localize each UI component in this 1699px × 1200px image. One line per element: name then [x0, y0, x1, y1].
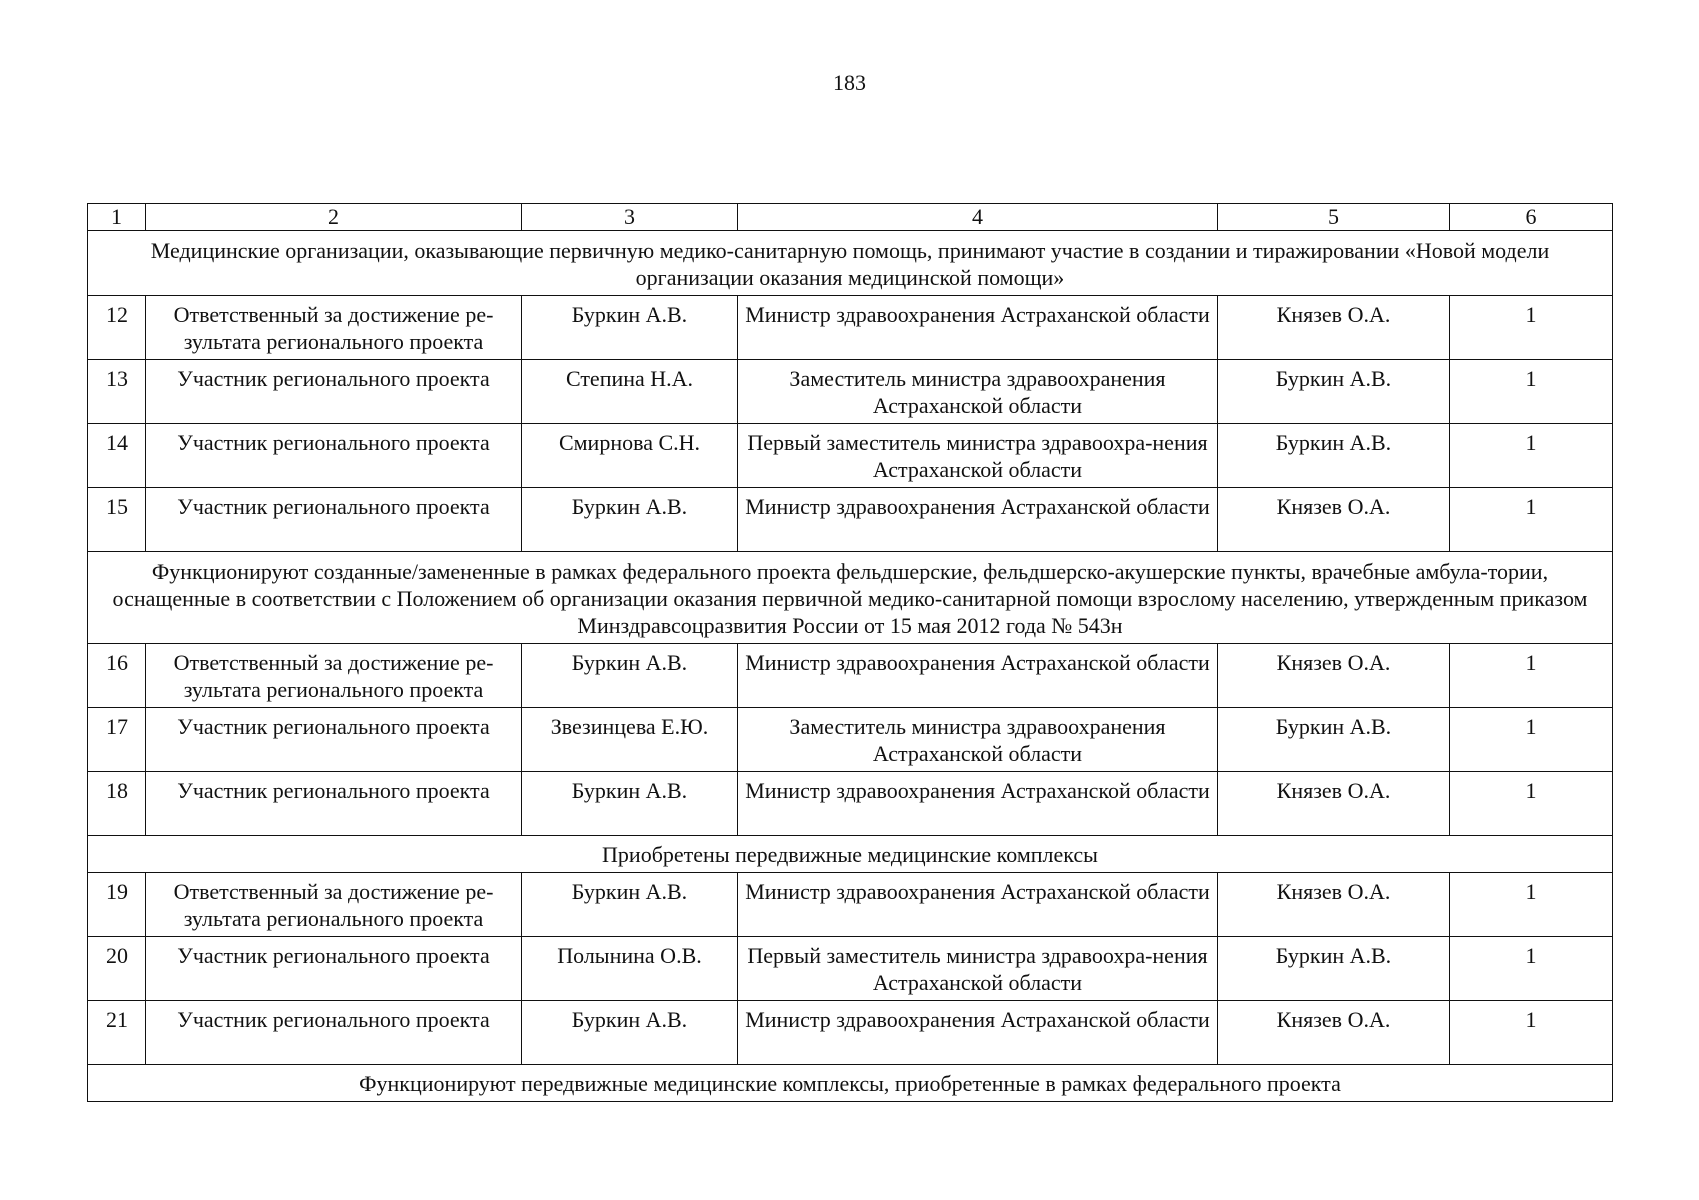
workload-value: 1: [1450, 708, 1613, 772]
role-cell: Участник регионального проекта: [146, 424, 522, 488]
table-row: [88, 937, 1613, 1001]
section-row: [88, 836, 1613, 873]
section-title: Функционируют передвижные медицинские комплексы, приобретенные в рамках федерального проекта: [88, 1065, 1613, 1102]
position-cell: Первый заместитель министра здравоохра-нения Астраханской области: [738, 937, 1218, 1001]
supervisor-name: Князев О.А.: [1218, 873, 1450, 937]
supervisor-name: Князев О.А.: [1218, 488, 1450, 552]
table-row: [88, 296, 1613, 360]
column-number: 5: [1218, 204, 1450, 231]
row-number: 20: [88, 937, 146, 1001]
workload-value: 1: [1450, 873, 1613, 937]
section-title: Функционируют созданные/замененные в рамках федерального проекта фельдшерские, фельдшерско-акушерские пункты, врачебные амбула-тории, оснащенные в соответствии с Положением об организации оказания первичной медико-санитарной помощи взрослому населению, утвержденным приказом Минздравсоцразвития России от 15 мая 2012 года № 543н: [88, 552, 1613, 644]
supervisor-name: Князев О.А.: [1218, 644, 1450, 708]
workload-value: 1: [1450, 1001, 1613, 1065]
table-body: [88, 204, 1613, 1102]
row-number: 15: [88, 488, 146, 552]
responsible-name: Степина Н.А.: [522, 360, 738, 424]
position-cell: Министр здравоохранения Астраханской области: [738, 488, 1218, 552]
table-row: [88, 424, 1613, 488]
role-cell: Участник регионального проекта: [146, 708, 522, 772]
position-cell: Министр здравоохранения Астраханской области: [738, 1001, 1218, 1065]
page-number: 183: [833, 70, 866, 95]
table-row: [88, 873, 1613, 937]
role-cell: Участник регионального проекта: [146, 772, 522, 836]
column-number: 1: [88, 204, 146, 231]
row-number: 16: [88, 644, 146, 708]
column-number: 3: [522, 204, 738, 231]
position-cell: Министр здравоохранения Астраханской области: [738, 644, 1218, 708]
row-number: 19: [88, 873, 146, 937]
workload-value: 1: [1450, 360, 1613, 424]
responsible-name: Буркин А.В.: [522, 1001, 738, 1065]
role-cell: Участник регионального проекта: [146, 937, 522, 1001]
responsible-name: Буркин А.В.: [522, 772, 738, 836]
workload-value: 1: [1450, 488, 1613, 552]
table-row: [88, 644, 1613, 708]
responsible-name: Полынина О.В.: [522, 937, 738, 1001]
workload-value: 1: [1450, 937, 1613, 1001]
row-number: 21: [88, 1001, 146, 1065]
workload-value: 1: [1450, 296, 1613, 360]
section-row: [88, 552, 1613, 644]
table-row: [88, 1001, 1613, 1065]
workload-value: 1: [1450, 424, 1613, 488]
table-row: [88, 708, 1613, 772]
row-number: 12: [88, 296, 146, 360]
role-cell: Ответственный за достижение ре-зультата регионального проекта: [146, 644, 522, 708]
responsible-name: Буркин А.В.: [522, 296, 738, 360]
responsible-name: Смирнова С.Н.: [522, 424, 738, 488]
row-number: 18: [88, 772, 146, 836]
column-number: 2: [146, 204, 522, 231]
supervisor-name: Князев О.А.: [1218, 772, 1450, 836]
supervisor-name: Князев О.А.: [1218, 296, 1450, 360]
column-number: 6: [1450, 204, 1613, 231]
row-number: 14: [88, 424, 146, 488]
supervisor-name: Буркин А.В.: [1218, 360, 1450, 424]
section-row: [88, 231, 1613, 296]
section-row: [88, 1065, 1613, 1102]
workload-value: 1: [1450, 772, 1613, 836]
position-cell: Министр здравоохранения Астраханской области: [738, 296, 1218, 360]
section-title: Медицинские организации, оказывающие первичную медико-санитарную помощь, принимают участие в создании и тиражировании «Новой модели организации оказания медицинской помощи»: [88, 231, 1613, 296]
position-cell: Заместитель министра здравоохранения Астраханской области: [738, 360, 1218, 424]
column-number: 4: [738, 204, 1218, 231]
position-cell: Заместитель министра здравоохранения Астраханской области: [738, 708, 1218, 772]
column-number-row: [88, 204, 1613, 231]
section-title: Приобретены передвижные медицинские комплексы: [88, 836, 1613, 873]
responsible-name: Буркин А.В.: [522, 873, 738, 937]
position-cell: Первый заместитель министра здравоохра-нения Астраханской области: [738, 424, 1218, 488]
role-cell: Участник регионального проекта: [146, 488, 522, 552]
supervisor-name: Буркин А.В.: [1218, 424, 1450, 488]
position-cell: Министр здравоохранения Астраханской области: [738, 873, 1218, 937]
responsible-name: Звезинцева Е.Ю.: [522, 708, 738, 772]
responsible-name: Буркин А.В.: [522, 644, 738, 708]
role-cell: Участник регионального проекта: [146, 360, 522, 424]
supervisor-name: Буркин А.В.: [1218, 937, 1450, 1001]
role-cell: Ответственный за достижение ре-зультата регионального проекта: [146, 296, 522, 360]
responsibility-table: [87, 203, 1613, 1102]
row-number: 17: [88, 708, 146, 772]
row-number: 13: [88, 360, 146, 424]
workload-value: 1: [1450, 644, 1613, 708]
table-row: [88, 488, 1613, 552]
supervisor-name: Буркин А.В.: [1218, 708, 1450, 772]
table-row: [88, 772, 1613, 836]
role-cell: Участник регионального проекта: [146, 1001, 522, 1065]
responsible-name: Буркин А.В.: [522, 488, 738, 552]
supervisor-name: Князев О.А.: [1218, 1001, 1450, 1065]
role-cell: Ответственный за достижение ре-зультата регионального проекта: [146, 873, 522, 937]
table-row: [88, 360, 1613, 424]
position-cell: Министр здравоохранения Астраханской области: [738, 772, 1218, 836]
